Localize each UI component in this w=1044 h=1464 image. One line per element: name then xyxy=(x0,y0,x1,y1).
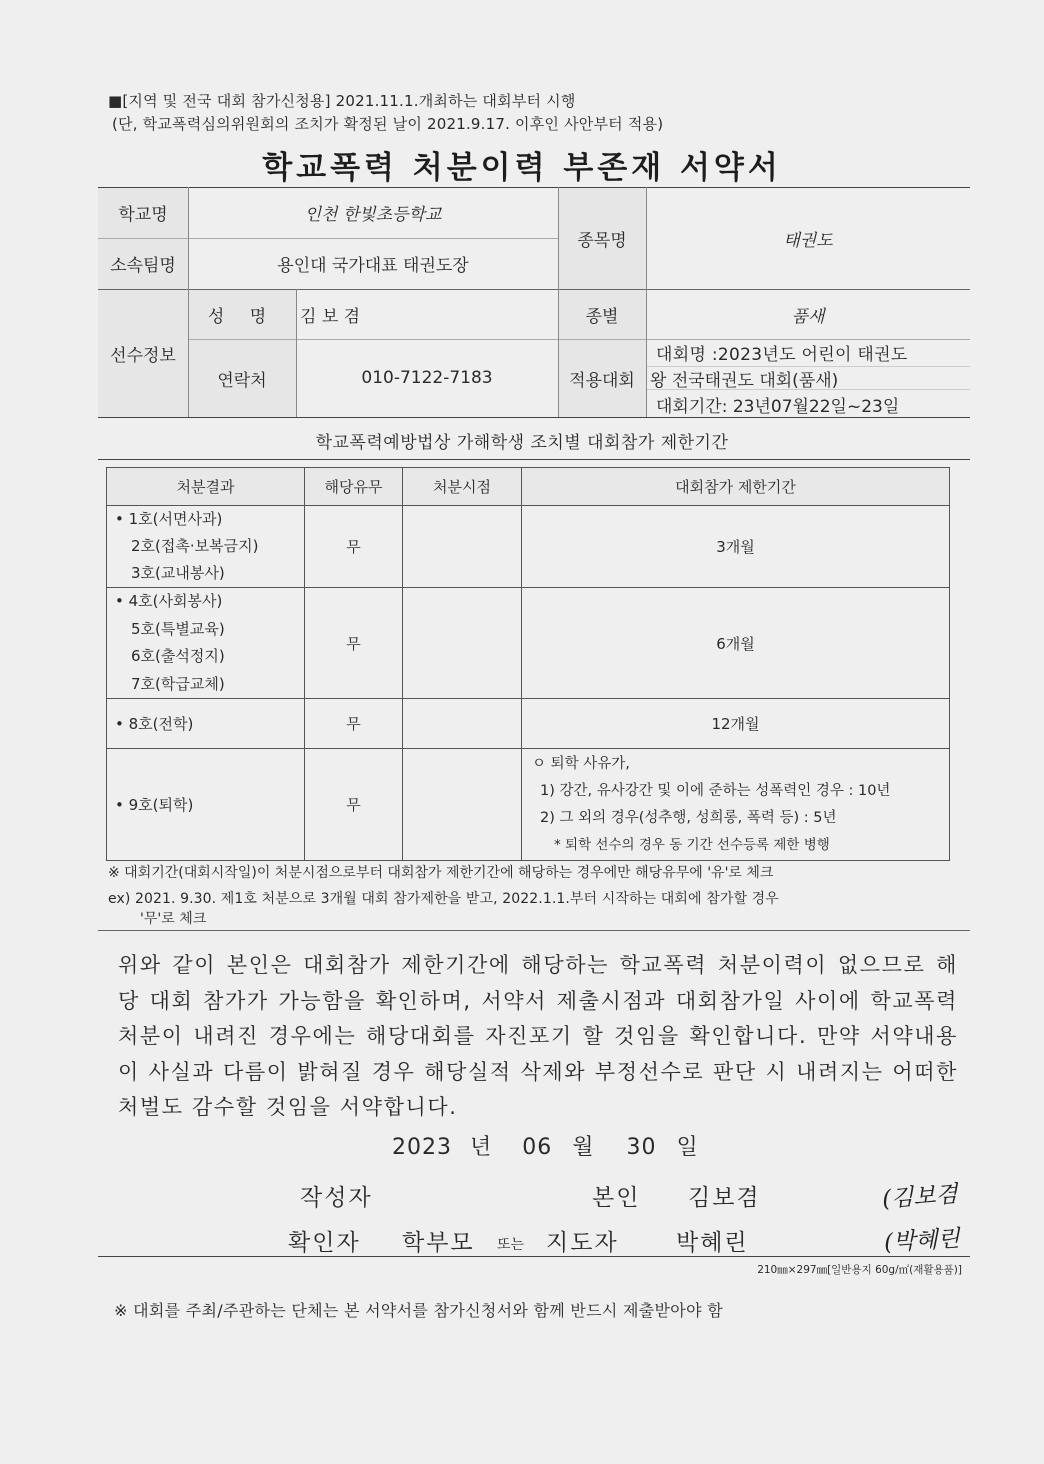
period-line: 2) 그 외의 경우(성추행, 성희롱, 폭력 등) : 5년 xyxy=(540,809,837,826)
guide-label: 지도자 xyxy=(546,1230,619,1256)
result-item: • 1호(서면사과) xyxy=(115,510,223,528)
writer-label: 작성자 xyxy=(300,1185,373,1211)
category-label: 종별 xyxy=(585,306,619,327)
or-label: 또는 xyxy=(497,1237,525,1253)
result-item: 2호(접촉·보복금지) xyxy=(131,537,259,555)
event-line-2: 왕 전국태권도 대회(품새) xyxy=(650,371,839,391)
time-cell xyxy=(403,588,522,699)
note-3: '무'로 체크 xyxy=(140,911,207,927)
result-item: • 4호(사회봉사) xyxy=(115,592,223,610)
applies-cell: 무 xyxy=(305,749,403,861)
confirmer-label: 확인자 xyxy=(288,1230,361,1256)
limit-section-title: 학교폭력예방법상 가해학생 조치별 대회참가 제한기간 xyxy=(315,433,729,453)
contact-value: 010-7122-7183 xyxy=(361,368,493,388)
period-line: * 퇴학 선수의 경우 동 기간 선수등록 제한 병행 xyxy=(554,836,830,853)
applies-cell: 무 xyxy=(305,506,403,588)
result-item: 7호(학급교체) xyxy=(131,674,225,693)
pledge-text: 위와 같이 본인은 대회참가 제한기간에 해당하는 학교폭력 처분이력이 없으므로 해당 대회 참가가 가능함을 확인하며, 서약서 제출시점과 대회참가일 사이에 학교폭력 처분이 내려진 경우에는 해당대회를 자진포기 할 것임을 확인합니다. 만약 서약내용이 사실과 다름이 밝혀질 경우 해당실적 삭제와 부정선수로 판단 시 내려지는 어떠한 처벌도 감수할 것임을 서약합니다. xyxy=(118,953,958,1119)
period-line: ㅇ 퇴학 사유가, xyxy=(532,755,630,772)
result-item: • 9호(퇴학) xyxy=(115,796,194,814)
col-applies: 해당유무 xyxy=(305,468,403,506)
period-line: 1) 강간, 유사강간 및 이에 준하는 성폭력인 경우 : 10년 xyxy=(540,782,891,799)
school-label: 학교명 xyxy=(118,205,168,225)
header-line-2: (단, 학교폭력심의위원회의 조치가 확정된 날이 2021.9.17. 이후인 사안부터 적용) xyxy=(112,115,664,133)
writer-name: 김보겸 xyxy=(688,1185,761,1211)
limit-table xyxy=(106,467,950,861)
document-title: 학교폭력 처분이력 부존재 서약서 xyxy=(262,150,782,186)
event-line-3: 대회기간: 23년07월22일~23일 xyxy=(656,397,900,417)
table-row xyxy=(107,749,950,861)
team-label: 소속팀명 xyxy=(110,256,176,276)
confirmer-signature: (박혜린 xyxy=(883,1226,961,1256)
school-value: 인천 한빛초등학교 xyxy=(304,205,442,225)
period-cell: 12개월 xyxy=(522,699,950,749)
table-row xyxy=(107,506,950,588)
event-label: 적용대회 xyxy=(569,370,635,391)
event-line-1: 대회명 :2023년도 어린이 태권도 xyxy=(656,345,908,365)
self-label: 본인 xyxy=(592,1185,641,1211)
date-month-unit: 월 xyxy=(572,1135,595,1160)
sport-value: 태권도 xyxy=(783,230,833,251)
name-label: 성 명 xyxy=(207,306,277,327)
table-row xyxy=(107,699,950,749)
time-cell xyxy=(403,699,522,749)
table-row xyxy=(107,588,950,699)
date-year: 2023 xyxy=(392,1135,452,1160)
sport-label: 종목명 xyxy=(577,230,627,251)
col-period: 대회참가 제한기간 xyxy=(522,468,950,506)
period-cell: 3개월 xyxy=(522,506,950,588)
date-day: 30 xyxy=(626,1135,657,1160)
applies-cell: 무 xyxy=(305,699,403,749)
note-1: ※ 대회기간(대회시작일)이 처분시점으로부터 대회참가 제한기간에 해당하는 경우에만 해당유무에 '유'로 체크 xyxy=(108,865,774,881)
limit-table-header xyxy=(107,468,950,506)
period-cell: 6개월 xyxy=(522,588,950,699)
footer-note: ※ 대회를 주최/주관하는 단체는 본 서약서를 참가신청서와 함께 반드시 제출받아야 함 xyxy=(114,1301,723,1320)
date-year-unit: 년 xyxy=(470,1135,493,1160)
time-cell xyxy=(403,749,522,861)
parent-label: 학부모 xyxy=(402,1230,475,1256)
result-item: 5호(특별교육) xyxy=(131,619,225,638)
category-value: 품새 xyxy=(791,306,825,327)
writer-signature: (김보겸 xyxy=(881,1181,959,1213)
date-month: 06 xyxy=(522,1135,553,1160)
result-item: • 8호(전학) xyxy=(115,715,194,733)
result-item: 6호(출석정지) xyxy=(131,647,225,665)
note-2: ex) 2021. 9.30. 제1호 처분으로 3개월 대회 참가제한을 받고, 2022.1.1.부터 시작하는 대회에 참가할 경우 xyxy=(108,891,779,907)
team-value: 용인대 국가대표 태권도장 xyxy=(277,256,469,276)
player-info-label: 선수정보 xyxy=(110,345,176,366)
contact-label: 연락처 xyxy=(217,370,267,391)
col-result: 처분결과 xyxy=(107,468,305,506)
paper-spec: 210㎜×297㎜[일반용지 60g/㎡(재활용품)] xyxy=(757,1264,962,1276)
result-item: 3호(교내봉사) xyxy=(131,564,225,582)
time-cell xyxy=(403,506,522,588)
applies-cell: 무 xyxy=(305,588,403,699)
confirmer-name: 박혜린 xyxy=(676,1230,749,1256)
header-line-1: ■[지역 및 전국 대회 참가신청용] 2021.11.1.개최하는 대회부터 시행 xyxy=(108,92,576,110)
name-value: 김 보 겸 xyxy=(300,306,361,327)
date-line xyxy=(392,1130,699,1161)
date-day-unit: 일 xyxy=(676,1135,699,1160)
col-time: 처분시점 xyxy=(403,468,522,506)
